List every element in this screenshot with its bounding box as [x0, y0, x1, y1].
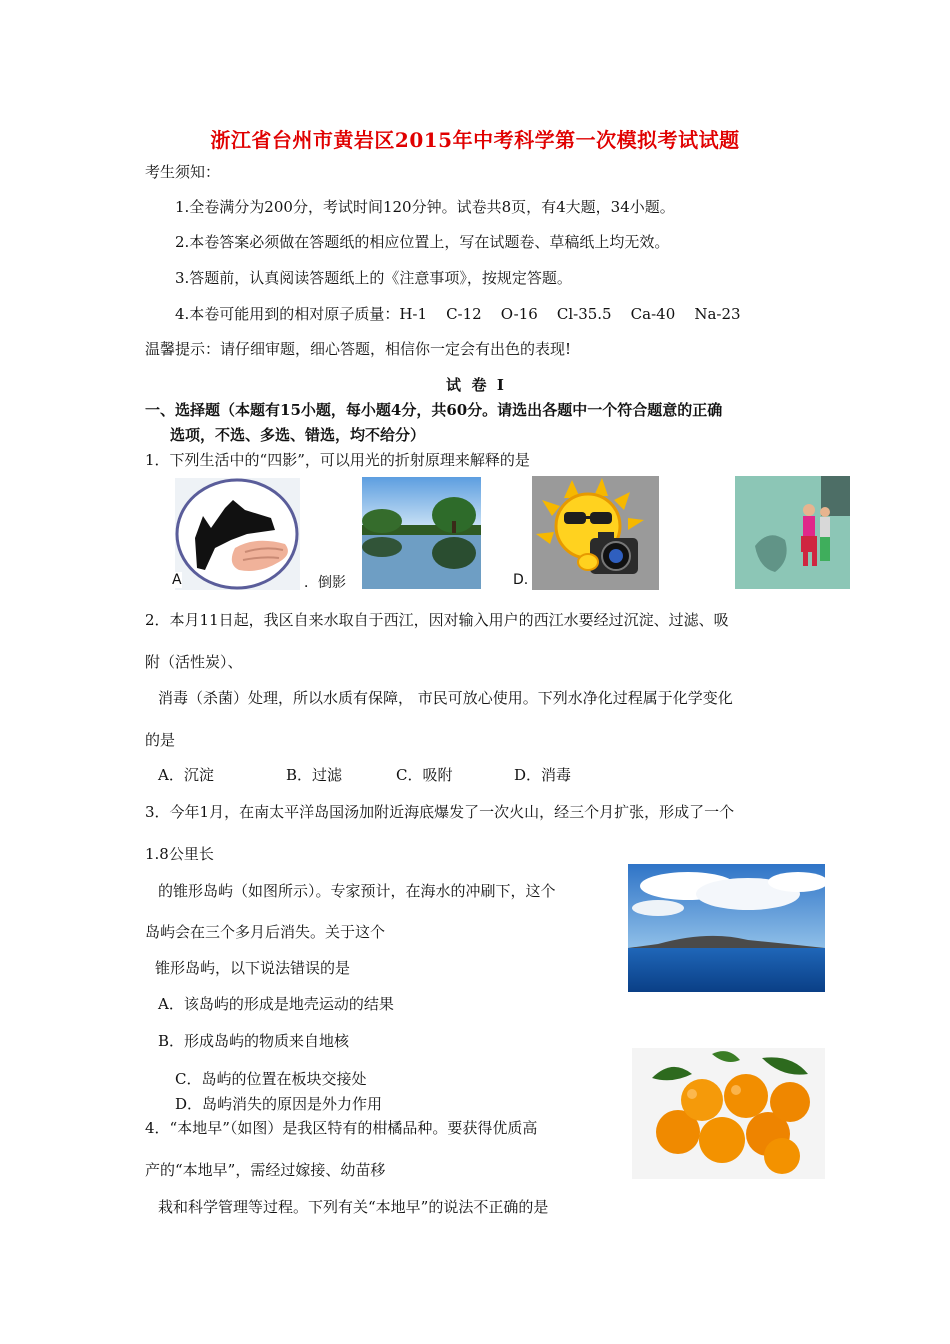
- shadow-puppet-image: [175, 478, 300, 590]
- section-heading-line1: 一、选择题（本题有15小题，每小题4分，共60分。请选出各题中一个符合题意的正确: [145, 401, 723, 419]
- volcanic-island-image: [628, 864, 825, 992]
- question-3-line3: 的锥形岛屿（如图所示）。专家预计，在海水的冲刷下，这个: [158, 882, 556, 900]
- question-2-option-d: D．消毒: [514, 766, 572, 784]
- part-title: 试 卷 Ⅰ: [446, 376, 504, 394]
- notice-item-1: 1.全卷满分为200分，考试时间120分钟。试卷共8页，有4大题，34小题。: [175, 198, 675, 216]
- notice-item-4: 4.本卷可能用到的相对原子质量：H-1 C-12 O-16 Cl-35.5 Ca-40 Na-23: [175, 305, 741, 323]
- tangerines-image: [632, 1048, 825, 1179]
- question-4-line2: 产的“本地早”，需经过嫁接、幼苗移: [145, 1161, 386, 1179]
- question-3-option-b: B．形成岛屿的物质来自地核: [158, 1032, 350, 1050]
- question-3-option-d: D．岛屿消失的原因是外力作用: [175, 1095, 383, 1113]
- notice-item-3: 3.答题前，认真阅读答题纸上的《注意事项》，按规定答题。: [175, 269, 572, 287]
- section-heading-line2: 选项，不选、多选、错选，均不给分）: [170, 426, 426, 444]
- option-b-label: ．倒影: [304, 572, 346, 592]
- question-2-option-c: C．吸附: [396, 766, 453, 784]
- question-2-line4: 的是: [145, 731, 176, 749]
- notice-tip: 温馨提示：请仔细审题，细心答题，相信你一定会有出色的表现!: [145, 340, 572, 358]
- sun-camera-image: [532, 476, 659, 590]
- question-3-option-c: C．岛屿的位置在板块交接处: [175, 1070, 367, 1088]
- question-2-line1: 2．本月11日起，我区自来水取自于西江，因对输入用户的西江水要经过沉淀、过滤、吸: [145, 611, 729, 629]
- question-3-line1: 3．今年1月，在南太平洋岛国汤加附近海底爆发了一次火山，经三个月扩张，形成了一个: [145, 803, 735, 821]
- notice-heading: 考生须知：: [145, 163, 221, 181]
- question-4-line3: 栽和科学管理等过程。下列有关“本地早”的说法不正确的是: [158, 1198, 549, 1216]
- question-1-stem: 1．下列生活中的“四影”，可以用光的折射原理来解释的是: [145, 451, 530, 469]
- shadow-dance-image: [735, 476, 850, 589]
- question-2-option-a: A．沉淀: [158, 766, 214, 784]
- question-3-option-a: A．该岛屿的形成是地壳运动的结果: [158, 995, 394, 1013]
- document-title: 浙江省台州市黄岩区2015年中考科学第一次模拟考试试题: [210, 128, 740, 152]
- option-d-label: D.: [513, 572, 529, 588]
- question-2-line2: 附（活性炭）、: [145, 653, 243, 671]
- question-4-line1: 4．“本地早”（如图）是我区特有的柑橘品种。要获得优质高: [145, 1119, 538, 1137]
- reflection-image: [362, 477, 481, 589]
- question-3-line2: 1.8公里长: [145, 845, 214, 863]
- notice-item-2: 2.本卷答案必须做在答题纸的相应位置上，写在试题卷、草稿纸上均无效。: [175, 233, 670, 251]
- question-3-line4: 岛屿会在三个多月后消失。关于这个: [145, 923, 386, 941]
- question-2-option-b: B．过滤: [286, 766, 343, 784]
- question-3-line5: 锥形岛屿，以下说法错误的是: [155, 959, 351, 977]
- question-2-line3: 消毒（杀菌）处理，所以水质有保障， 市民可放心使用。下列水净化过程属于化学变化: [158, 689, 733, 707]
- option-a-label: A: [172, 572, 182, 588]
